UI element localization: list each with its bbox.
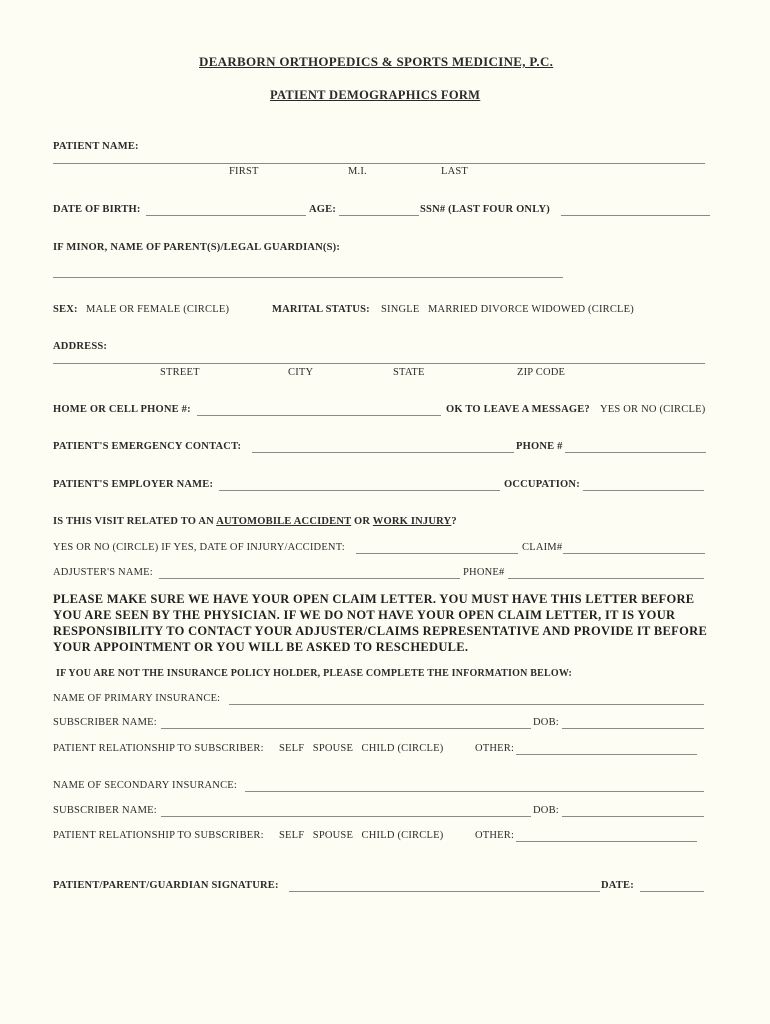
occupation-label: OCCUPATION: xyxy=(504,479,580,490)
primary-dob-field[interactable] xyxy=(562,728,704,729)
employer-field[interactable] xyxy=(219,490,500,491)
guardian-label: IF MINOR, NAME OF PARENT(S)/LEGAL GUARDIAN(S): xyxy=(53,242,341,253)
claim-field[interactable] xyxy=(563,553,705,554)
adjuster-label: ADJUSTER'S NAME: xyxy=(53,567,153,578)
emergency-contact-field[interactable] xyxy=(252,452,514,453)
primary-dob-label: DOB: xyxy=(533,717,559,728)
ssn-field[interactable] xyxy=(561,215,710,216)
last-name-caption: LAST xyxy=(441,166,469,177)
accident-question-prefix: IS THIS VISIT RELATED TO AN xyxy=(53,516,214,527)
sex-options[interactable]: MALE OR FEMALE (CIRCLE) xyxy=(86,304,230,315)
accident-or-text: OR xyxy=(354,516,371,527)
primary-relationship-options[interactable]: SELF SPOUSE CHILD (CIRCLE) xyxy=(279,743,444,754)
phone-label: HOME OR CELL PHONE #: xyxy=(53,404,191,415)
employer-label: PATIENT'S EMPLOYER NAME: xyxy=(53,479,214,490)
secondary-relationship-label: PATIENT RELATIONSHIP TO SUBSCRIBER: xyxy=(53,830,264,841)
patient-name-label: PATIENT NAME: xyxy=(53,141,139,152)
claim-label: CLAIM# xyxy=(522,542,563,553)
insurance-intro: IF YOU ARE NOT THE INSURANCE POLICY HOLDER, PLEASE COMPLETE THE INFORMATION BELOW: xyxy=(56,668,573,679)
primary-subscriber-field[interactable] xyxy=(161,728,531,729)
street-caption: STREET xyxy=(160,367,200,378)
marital-status-label: MARITAL STATUS: xyxy=(272,304,370,315)
dob-label: DATE OF BIRTH: xyxy=(53,204,141,215)
secondary-subscriber-field[interactable] xyxy=(161,816,531,817)
secondary-subscriber-label: SUBSCRIBER NAME: xyxy=(53,805,157,816)
primary-relationship-label: PATIENT RELATIONSHIP TO SUBSCRIBER: xyxy=(53,743,264,754)
zip-caption: ZIP CODE xyxy=(517,367,566,378)
emergency-contact-label: PATIENT'S EMERGENCY CONTACT: xyxy=(53,441,242,452)
primary-subscriber-label: SUBSCRIBER NAME: xyxy=(53,717,157,728)
phone-field[interactable] xyxy=(197,415,441,416)
address-field[interactable] xyxy=(53,363,705,364)
age-field[interactable] xyxy=(339,215,419,216)
emergency-phone-field[interactable] xyxy=(565,452,706,453)
secondary-insurance-field[interactable] xyxy=(245,791,704,792)
signature-field[interactable] xyxy=(289,891,600,892)
signature-date-label: DATE: xyxy=(601,880,634,891)
adjuster-field[interactable] xyxy=(159,578,460,579)
form-title: PATIENT DEMOGRAPHICS FORM xyxy=(270,88,481,102)
signature-label: PATIENT/PARENT/GUARDIAN SIGNATURE: xyxy=(53,880,279,891)
secondary-dob-label: DOB: xyxy=(533,805,559,816)
practice-name: DEARBORN ORTHOPEDICS & SPORTS MEDICINE, P.C. xyxy=(199,54,554,69)
injury-date-field[interactable] xyxy=(356,553,518,554)
accident-question xyxy=(53,516,457,527)
adjuster-phone-field[interactable] xyxy=(508,578,704,579)
secondary-relationship-options[interactable]: SELF SPOUSE CHILD (CIRCLE) xyxy=(279,830,444,841)
secondary-other-label: OTHER: xyxy=(475,830,515,841)
marital-status-options[interactable]: SINGLE MARRIED DIVORCE WIDOWED (CIRCLE) xyxy=(381,304,634,315)
sex-label: SEX: xyxy=(53,304,78,315)
leave-message-label: OK TO LEAVE A MESSAGE? xyxy=(446,404,590,415)
signature-date-field[interactable] xyxy=(640,891,704,892)
secondary-other-field[interactable] xyxy=(516,841,697,842)
city-caption: CITY xyxy=(288,367,314,378)
ssn-label: SSN# (LAST FOUR ONLY) xyxy=(420,204,550,215)
secondary-insurance-label: NAME OF SECONDARY INSURANCE: xyxy=(53,780,238,791)
adjuster-phone-label: PHONE# xyxy=(463,567,505,578)
secondary-dob-field[interactable] xyxy=(562,816,704,817)
dob-field[interactable] xyxy=(146,215,306,216)
state-caption: STATE xyxy=(393,367,425,378)
occupation-field[interactable] xyxy=(583,490,704,491)
emergency-phone-label: PHONE # xyxy=(516,441,563,452)
accident-question-suffix: ? xyxy=(451,516,457,527)
work-injury-text: WORK INJURY xyxy=(372,516,452,527)
middle-initial-caption: M.I. xyxy=(348,166,367,177)
first-name-caption: FIRST xyxy=(229,166,259,177)
patient-name-field[interactable] xyxy=(53,163,705,164)
claim-letter-notice: PLEASE MAKE SURE WE HAVE YOUR OPEN CLAIM LETTER. YOU MUST HAVE THIS LETTER BEFORE YOU ARE SEEN BY THE PHYSICIAN. IF WE DO NOT HAVE YOUR OPEN CLAIM LETTER, IT IS YOUR RESPONSIBILITY TO CONTACT YOUR ADJUSTER/CLAIMS REPRESENTATIVE AND PROVIDE IT BEFORE YOUR APPOINTMENT OR YOU WILL BE ASKED TO RESCHEDULE. xyxy=(53,592,708,654)
injury-date-label[interactable]: YES OR NO (CIRCLE) IF YES, DATE OF INJURY/ACCIDENT: xyxy=(53,542,345,553)
primary-other-field[interactable] xyxy=(516,754,697,755)
primary-insurance-label: NAME OF PRIMARY INSURANCE: xyxy=(53,693,221,704)
address-label: ADDRESS: xyxy=(53,341,108,352)
primary-insurance-field[interactable] xyxy=(229,704,704,705)
primary-other-label: OTHER: xyxy=(475,743,515,754)
automobile-accident-text: AUTOMOBILE ACCIDENT xyxy=(216,516,352,527)
guardian-field[interactable] xyxy=(53,277,563,278)
age-label: AGE: xyxy=(309,204,337,215)
leave-message-options[interactable]: YES OR NO (CIRCLE) xyxy=(600,404,706,415)
